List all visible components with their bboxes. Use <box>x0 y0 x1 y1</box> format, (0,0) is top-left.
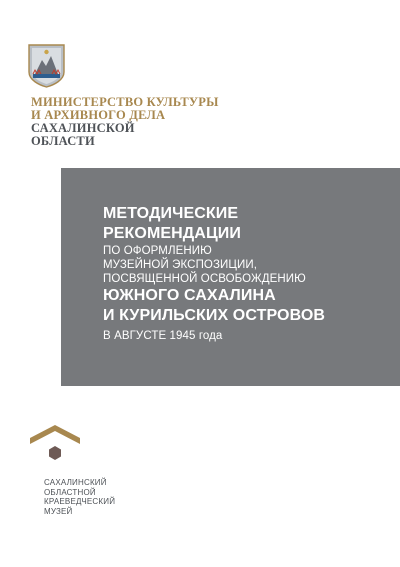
museum-name-line-2: ОБЛАСТНОЙ <box>44 487 96 497</box>
museum-name <box>44 478 115 516</box>
title-line-5: ПОСВЯЩЕННОЙ ОСВОБОЖДЕНИЮ <box>103 273 306 285</box>
title-line-7: И КУРИЛЬСКИХ ОСТРОВОВ <box>103 307 326 324</box>
title-banner <box>61 168 400 386</box>
title-line-2: РЕКОМЕНДАЦИИ <box>103 225 241 242</box>
title-line-4: МУЗЕЙНОЙ ЭКСПОЗИЦИИ, <box>103 259 258 271</box>
sakhalin-coat-of-arms-icon <box>28 44 65 88</box>
ministry-name-line-4: ОБЛАСТИ <box>31 134 95 148</box>
title-line-3: ПО ОФОРМЛЕНИЮ <box>103 245 212 257</box>
title-line-8: В АВГУСТЕ 1945 года <box>103 330 223 342</box>
ministry-name-line-2: И АРХИВНОГО ДЕЛА <box>31 108 166 122</box>
museum-name-line-1: САХАЛИНСКИЙ <box>44 478 107 487</box>
ministry-name <box>31 96 219 148</box>
ministry-name-line-3: САХАЛИНСКОЙ <box>31 121 135 135</box>
ministry-name-line-1: МИНИСТЕРСТВО КУЛЬТУРЫ <box>31 95 219 109</box>
title-line-1: МЕТОДИЧЕСКИЕ <box>103 205 239 222</box>
document-title <box>103 204 392 343</box>
title-line-6: ЮЖНОГО САХАЛИНА <box>103 287 276 304</box>
museum-name-line-3: КРАЕВЕДЧЕСКИЙ <box>44 497 116 506</box>
museum-roof-hexagon-icon <box>28 424 82 472</box>
museum-name-line-4: МУЗЕЙ <box>44 506 73 516</box>
